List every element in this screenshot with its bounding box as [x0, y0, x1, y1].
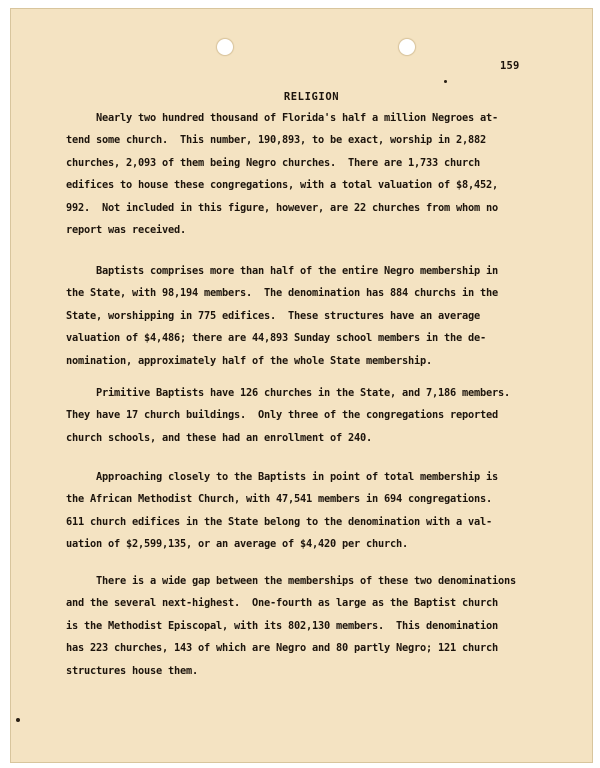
text-line: and the several next-highest. One-fourth as large as the Baptist church — [66, 597, 498, 610]
text-line: has 223 churches, 143 of which are Negro and 80 partly Negro; 121 church — [66, 642, 498, 655]
text-line: is the Methodist Episcopal, with its 802,130 members. This denomination — [66, 619, 498, 632]
text-line: nomination, approximately half of the whole State membership. — [66, 354, 432, 367]
text-line: State, worshipping in 775 edifices. These structures have an average — [66, 309, 480, 322]
text-line: tend some church. This number, 190,893, to be exact, worship in 2,882 — [66, 134, 486, 147]
punch-hole-left — [217, 39, 233, 55]
text-line: edifices to house these congregations, with a total valuation of $8,452, — [66, 179, 498, 192]
text-line: structures house them. — [66, 664, 198, 677]
document-page — [10, 8, 593, 763]
ink-speck — [444, 80, 447, 83]
page-number: 159 — [500, 60, 520, 72]
text-line: Baptists comprises more than half of the entire Negro membership in — [66, 265, 498, 277]
text-line: 992. Not included in this figure, however, are 22 churches from whom no — [66, 201, 498, 214]
text-line: 611 church edifices in the State belong to the denomination with a val- — [66, 515, 492, 528]
text-line: churches, 2,093 of them being Negro churches. There are 1,733 church — [66, 156, 480, 169]
text-line: the African Methodist Church, with 47,541 members in 694 congregations. — [66, 493, 492, 506]
text-line: the State, with 98,194 members. The denomination has 884 churchs in the — [66, 287, 498, 300]
text-line: Primitive Baptists have 126 churches in the State, and 7,186 members. — [66, 387, 510, 399]
punch-hole-right — [399, 39, 415, 55]
page-heading: RELIGION — [283, 91, 340, 103]
margin-ink-mark — [16, 718, 20, 722]
text-line: They have 17 church buildings. Only three of the congregations reported — [66, 409, 498, 422]
text-line: uation of $2,599,135, or an average of $4,420 per church. — [66, 538, 408, 551]
text-line: report was received. — [66, 224, 186, 236]
text-line: There is a wide gap between the memberships of these two denominations — [66, 575, 516, 587]
text-line: valuation of $4,486; there are 44,893 Sunday school members in the de- — [66, 332, 486, 345]
text-line: Nearly two hundred thousand of Florida's half a million Negroes at- — [66, 112, 498, 124]
text-line: church schools, and these had an enrollment of 240. — [66, 431, 372, 444]
text-line: Approaching closely to the Baptists in point of total membership is — [66, 471, 498, 483]
